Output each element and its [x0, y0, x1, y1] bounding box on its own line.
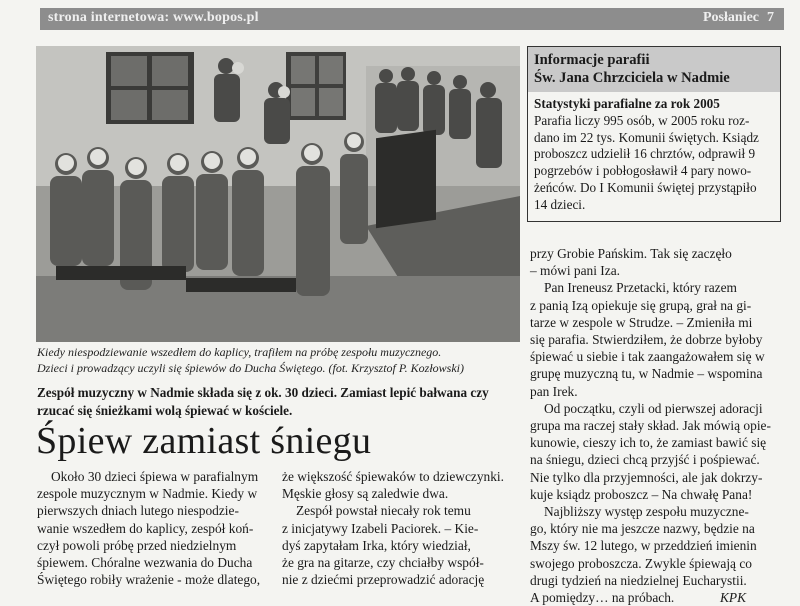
text-line: Od początku, czyli od pierwszej adoracji	[544, 400, 763, 416]
info-line: żeńców. Do I Komunii świętej przystąpiło	[534, 179, 757, 195]
lead-line: rzucać się śnieżkami wolą śpiewać w kościele.	[37, 402, 293, 418]
photo-caption	[37, 345, 522, 376]
text-line: Męskie głosy są zaledwie dwa.	[282, 486, 449, 502]
text-line: na śniegu, dzieci chcą przyjść i pośpiewać.	[530, 452, 760, 468]
text-line: czył powoli próbę przed niedzielnym	[37, 537, 237, 553]
text-line: Nie tylko dla przyjemności, ale jak dokrzy-	[530, 469, 763, 485]
article-column-2	[282, 468, 522, 588]
article-photo	[36, 46, 520, 342]
text-line: Około 30 dzieci śpiewa w parafialnym	[51, 469, 259, 484]
text-line: że gra na gitarze, czy chciałby współ-	[282, 555, 484, 571]
text-line: swojego proboszcza. Zwykle śpiewają co	[530, 555, 752, 571]
text-line: pierwszych dniach lutego niespodzie-	[37, 503, 239, 519]
info-box-body	[528, 92, 780, 218]
text-line: że większość śpiewaków to dziewczynki.	[282, 469, 504, 484]
publication-name: Posłaniec	[703, 10, 759, 25]
text-line: dyś zapytałam Irka, który wiedział,	[282, 537, 471, 553]
text-line: Świętego robiły wrażenie - może dlatego,	[37, 572, 261, 588]
text-line: Pan Ireneusz Przetacki, który razem	[544, 280, 737, 296]
info-line: 14 dzieci.	[534, 196, 586, 212]
text-line: śpiewać u siebie i tak zaangażowałem się w	[530, 349, 765, 365]
text-line: Najbliższy występ zespołu muzyczne-	[544, 504, 749, 520]
caption-line: Dzieci i prowadzący uczyli się śpiewów do Ducha Świętego. (fot. Krzysztof P. Kozłowski)	[37, 360, 464, 375]
text-line: przy Grobie Pańskim. Tak się zaczęło	[530, 246, 732, 261]
parish-info-box	[527, 46, 781, 222]
text-line: z panią Izą opiekuje się grupą, grał na gi-	[530, 297, 752, 313]
text-line: tarze w zespole w Strudze. – Zmieniła mi	[530, 314, 753, 330]
page-header	[40, 8, 784, 30]
choir-photo-illustration	[36, 46, 520, 342]
text-line: pan Irek.	[530, 383, 578, 399]
article-column-1	[37, 468, 269, 588]
text-line: A pomiędzy… na próbach.	[530, 590, 675, 606]
text-line: śpiewem. Chóralne wezwania do Ducha	[37, 555, 253, 571]
article-lead	[37, 384, 527, 419]
info-title-line: Św. Jana Chrzciciela w Nadmie	[534, 70, 730, 86]
text-line: wanie wszedłem do kaplicy, zespół koń-	[37, 520, 254, 536]
info-line: pogrzebów i pobłogosławił 4 pary nowo-	[534, 163, 752, 179]
text-line: go, który nie ma jeszcze nazwy, będzie na	[530, 521, 755, 537]
article-column-3	[530, 245, 778, 606]
text-line: zespole muzycznym w Nadmie. Kiedy w	[37, 486, 258, 502]
text-line: się parafia. Stwierdziłem, że dobrze byłoby	[530, 332, 763, 348]
lead-line: Zespół muzyczny w Nadmie składa się z ok. 30 dzieci. Zamiast lepić bałwana czy	[37, 385, 489, 400]
text-line: grupę muzyczną tu, w Nadmie – wspomina	[530, 366, 763, 382]
caption-line: Kiedy niespodziewanie wszedłem do kaplicy, trafiłem na próbę zespołu muzycznego.	[37, 345, 442, 359]
website-url: strona internetowa: www.bopos.pl	[48, 10, 259, 25]
publication-info	[695, 10, 774, 26]
text-line: nie z dziećmi przeprowadzić adorację	[282, 572, 485, 588]
page-number: 7	[767, 10, 774, 25]
text-line: Zespół powstał niecały rok temu	[296, 503, 471, 519]
article-headline: Śpiew zamiast śniegu	[36, 420, 372, 462]
text-line: z inicjatywy Izabeli Paciorek. – Kie-	[282, 520, 479, 536]
text-line: Mszy św. 12 lutego, w przeddzień imienin	[530, 538, 757, 554]
info-box-title	[528, 47, 780, 92]
author-signature: KPK	[719, 590, 746, 606]
info-line: proboszcz udzielił 16 chrztów, odprawił 9	[534, 146, 756, 162]
text-line: grupa ma raczej stały skład. Jak mówią opie-	[530, 418, 771, 434]
info-line: Parafia liczy 995 osób, w 2005 roku roz-	[534, 112, 750, 128]
info-line: dano im 22 tys. Komunii świętych. Ksiądz	[534, 129, 759, 145]
text-line: kuje ksiądz proboszcz – Na chwałę Pana!	[530, 486, 753, 502]
text-line: – mówi pani Iza.	[530, 263, 620, 279]
info-box-subtitle: Statystyki parafialne za rok 2005	[534, 96, 720, 111]
text-line: drugi tydzień na niedzielnej Eucharystii.	[530, 572, 747, 588]
text-line: kunowie, cieszy ich to, że zamiast bawić się	[530, 435, 767, 451]
info-title-line: Informacje parafii	[534, 52, 650, 68]
